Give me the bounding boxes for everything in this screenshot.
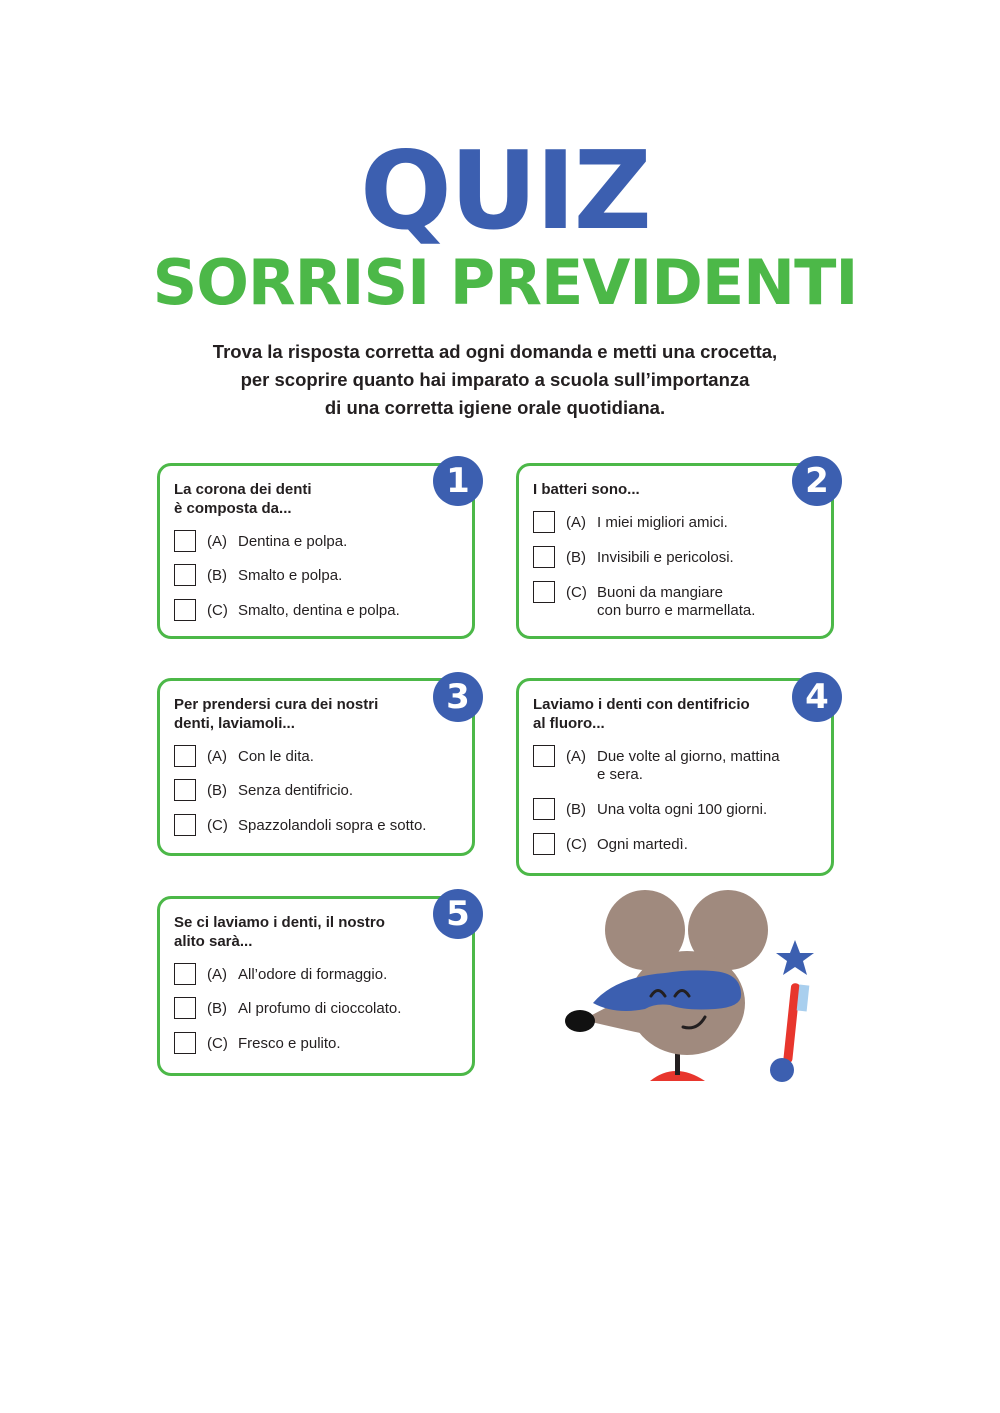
option-letter: (B) [207, 567, 227, 584]
option-text: Spazzolandoli sopra e sotto. [238, 817, 427, 834]
option-letter: (B) [207, 782, 227, 799]
option-letter: (A) [207, 748, 227, 765]
question-number-badge: 3 [433, 672, 483, 722]
answer-checkbox[interactable] [174, 814, 196, 836]
answer-checkbox[interactable] [174, 1032, 196, 1054]
option-text: Invisibili e pericolosi. [597, 549, 734, 566]
option-text: Con le dita. [238, 748, 314, 765]
intro-line: Trova la risposta corretta ad ogni domanda e metti una crocetta, [212, 341, 778, 362]
mouse-mascot-illustration [555, 885, 825, 1085]
option-letter: (C) [566, 836, 587, 853]
answer-checkbox[interactable] [174, 963, 196, 985]
option-text: Fresco e pulito. [238, 1035, 341, 1052]
option-letter: (C) [207, 817, 228, 834]
intro-text [100, 338, 890, 422]
question-card-2 [516, 463, 834, 639]
option-text: Senza dentifricio. [238, 782, 354, 799]
question-number-badge: 2 [792, 456, 842, 506]
answer-checkbox[interactable] [533, 581, 555, 603]
option-letter: (A) [207, 966, 227, 983]
answer-checkbox[interactable] [533, 745, 555, 767]
question-text: Se ci laviamo i denti, il nostro alito sarà... [174, 914, 385, 950]
answer-checkbox[interactable] [174, 997, 196, 1019]
option-letter: (B) [566, 801, 586, 818]
option-text: Al profumo di cioccolato. [238, 1000, 402, 1017]
answer-checkbox[interactable] [533, 798, 555, 820]
option-letter: (A) [566, 748, 586, 765]
answer-checkbox[interactable] [174, 745, 196, 767]
option-text: Smalto, dentina e polpa. [238, 602, 400, 619]
answer-checkbox[interactable] [533, 546, 555, 568]
question-card-3 [157, 678, 475, 856]
question-text: I batteri sono... [533, 481, 640, 498]
option-text: Ogni martedì. [597, 836, 688, 853]
answer-checkbox[interactable] [174, 564, 196, 586]
answer-checkbox[interactable] [174, 599, 196, 621]
option-letter: (B) [566, 549, 586, 566]
question-number-badge: 5 [433, 889, 483, 939]
option-text: Smalto e polpa. [238, 567, 343, 584]
question-card-1 [157, 463, 475, 639]
intro-line: di una corretta igiene orale quotidiana. [324, 397, 666, 418]
option-letter: (A) [207, 533, 227, 550]
answer-checkbox[interactable] [533, 833, 555, 855]
question-text: Per prendersi cura dei nostri denti, laviamoli... [174, 696, 379, 732]
option-text: I miei migliori amici. [597, 514, 728, 531]
question-card-4 [516, 678, 834, 876]
option-text: Una volta ogni 100 giorni. [597, 801, 768, 818]
option-letter: (C) [207, 1035, 228, 1052]
option-letter: (C) [207, 602, 228, 619]
question-number-badge: 4 [792, 672, 842, 722]
question-text: Laviamo i denti con dentifricio al fluoro... [533, 696, 750, 732]
option-letter: (B) [207, 1000, 227, 1017]
option-letter: (A) [566, 514, 586, 531]
quiz-title: QUIZ [359, 129, 650, 254]
answer-checkbox[interactable] [533, 511, 555, 533]
question-card-5 [157, 896, 475, 1076]
option-text: Dentina e polpa. [238, 533, 348, 550]
option-text: All’odore di formaggio. [238, 966, 388, 983]
answer-checkbox[interactable] [174, 779, 196, 801]
option-letter: (C) [566, 584, 587, 601]
answer-checkbox[interactable] [174, 530, 196, 552]
question-number-badge: 1 [433, 456, 483, 506]
intro-line: per scoprire quanto hai imparato a scuola sull’importanza [240, 369, 750, 390]
option-text: Buoni da mangiare con burro e marmellata. [597, 584, 756, 619]
question-text: La corona dei denti è composta da... [174, 481, 312, 517]
option-text: Due volte al giorno, mattina e sera. [597, 748, 780, 783]
quiz-subtitle: SORRISI PREVIDENTI [152, 246, 858, 319]
